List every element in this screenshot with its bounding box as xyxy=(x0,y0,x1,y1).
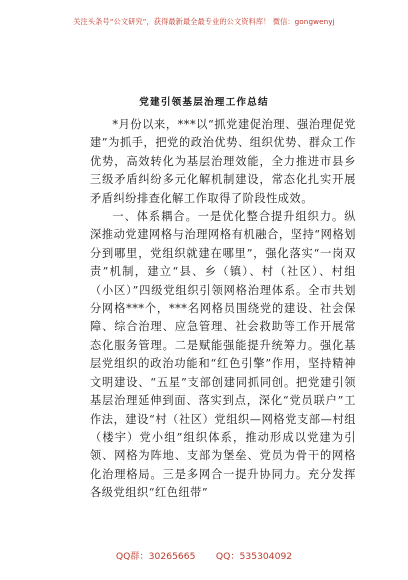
footer-contact: QQ群：30265665 QQ：535304092 xyxy=(115,551,293,562)
document-body xyxy=(90,116,356,503)
header-notice: 关注头条号“公文研究”，获得最新最全最专业的公文资料库！ 微信：gongwenyj xyxy=(73,17,335,26)
document-title: 党建引领基层治理工作总结 xyxy=(139,97,269,108)
paragraph-intro: *月份以来，***以“抓党建促治理、强治理促党建”为抓手，把党的政治优势、组织优势、群众工作优势，高效转化为基层治理效能，全力推进市县乡三级矛盾纠纷多元化解机制建设，常态化扎实开展矛盾纠纷排查化解工作取得了阶段性成效。 xyxy=(90,118,356,205)
paragraph-system-coupling: 一、体系耦合。一是优化整合提升组织力。纵深推动党建网格与治理网格有机融合，坚持“网格划分到哪里，党组织就建在哪里”，强化落实“一岗双责”机制，建立“县、乡（镇）、村（社区）、村组（小区）”四级党组织引领网格治理体系。全市共划分网格***个，***名网格员围绕党的建设、社会保障、综合治理、应急管理、社会救助等工作开展常态化服务管理。二是赋能强能提升统筹力。强化基层党组织的政治功能和“红色引擎”作用，坚持精神文明建设、“五星”支部创建同抓同创。把党建引领基层治理延伸到面、落实到点，深化“党员联户”工作法，建设“村（社区）党组织—网格党支部—村组（楼宇）党小组”组织体系，推动形成以党建为引领、网格为阵地、支部为堡垒、党员为骨干的网格化治理格局。三是多网合一提升协同力。充分发挥各级党组织“红色纽带” xyxy=(90,210,356,500)
